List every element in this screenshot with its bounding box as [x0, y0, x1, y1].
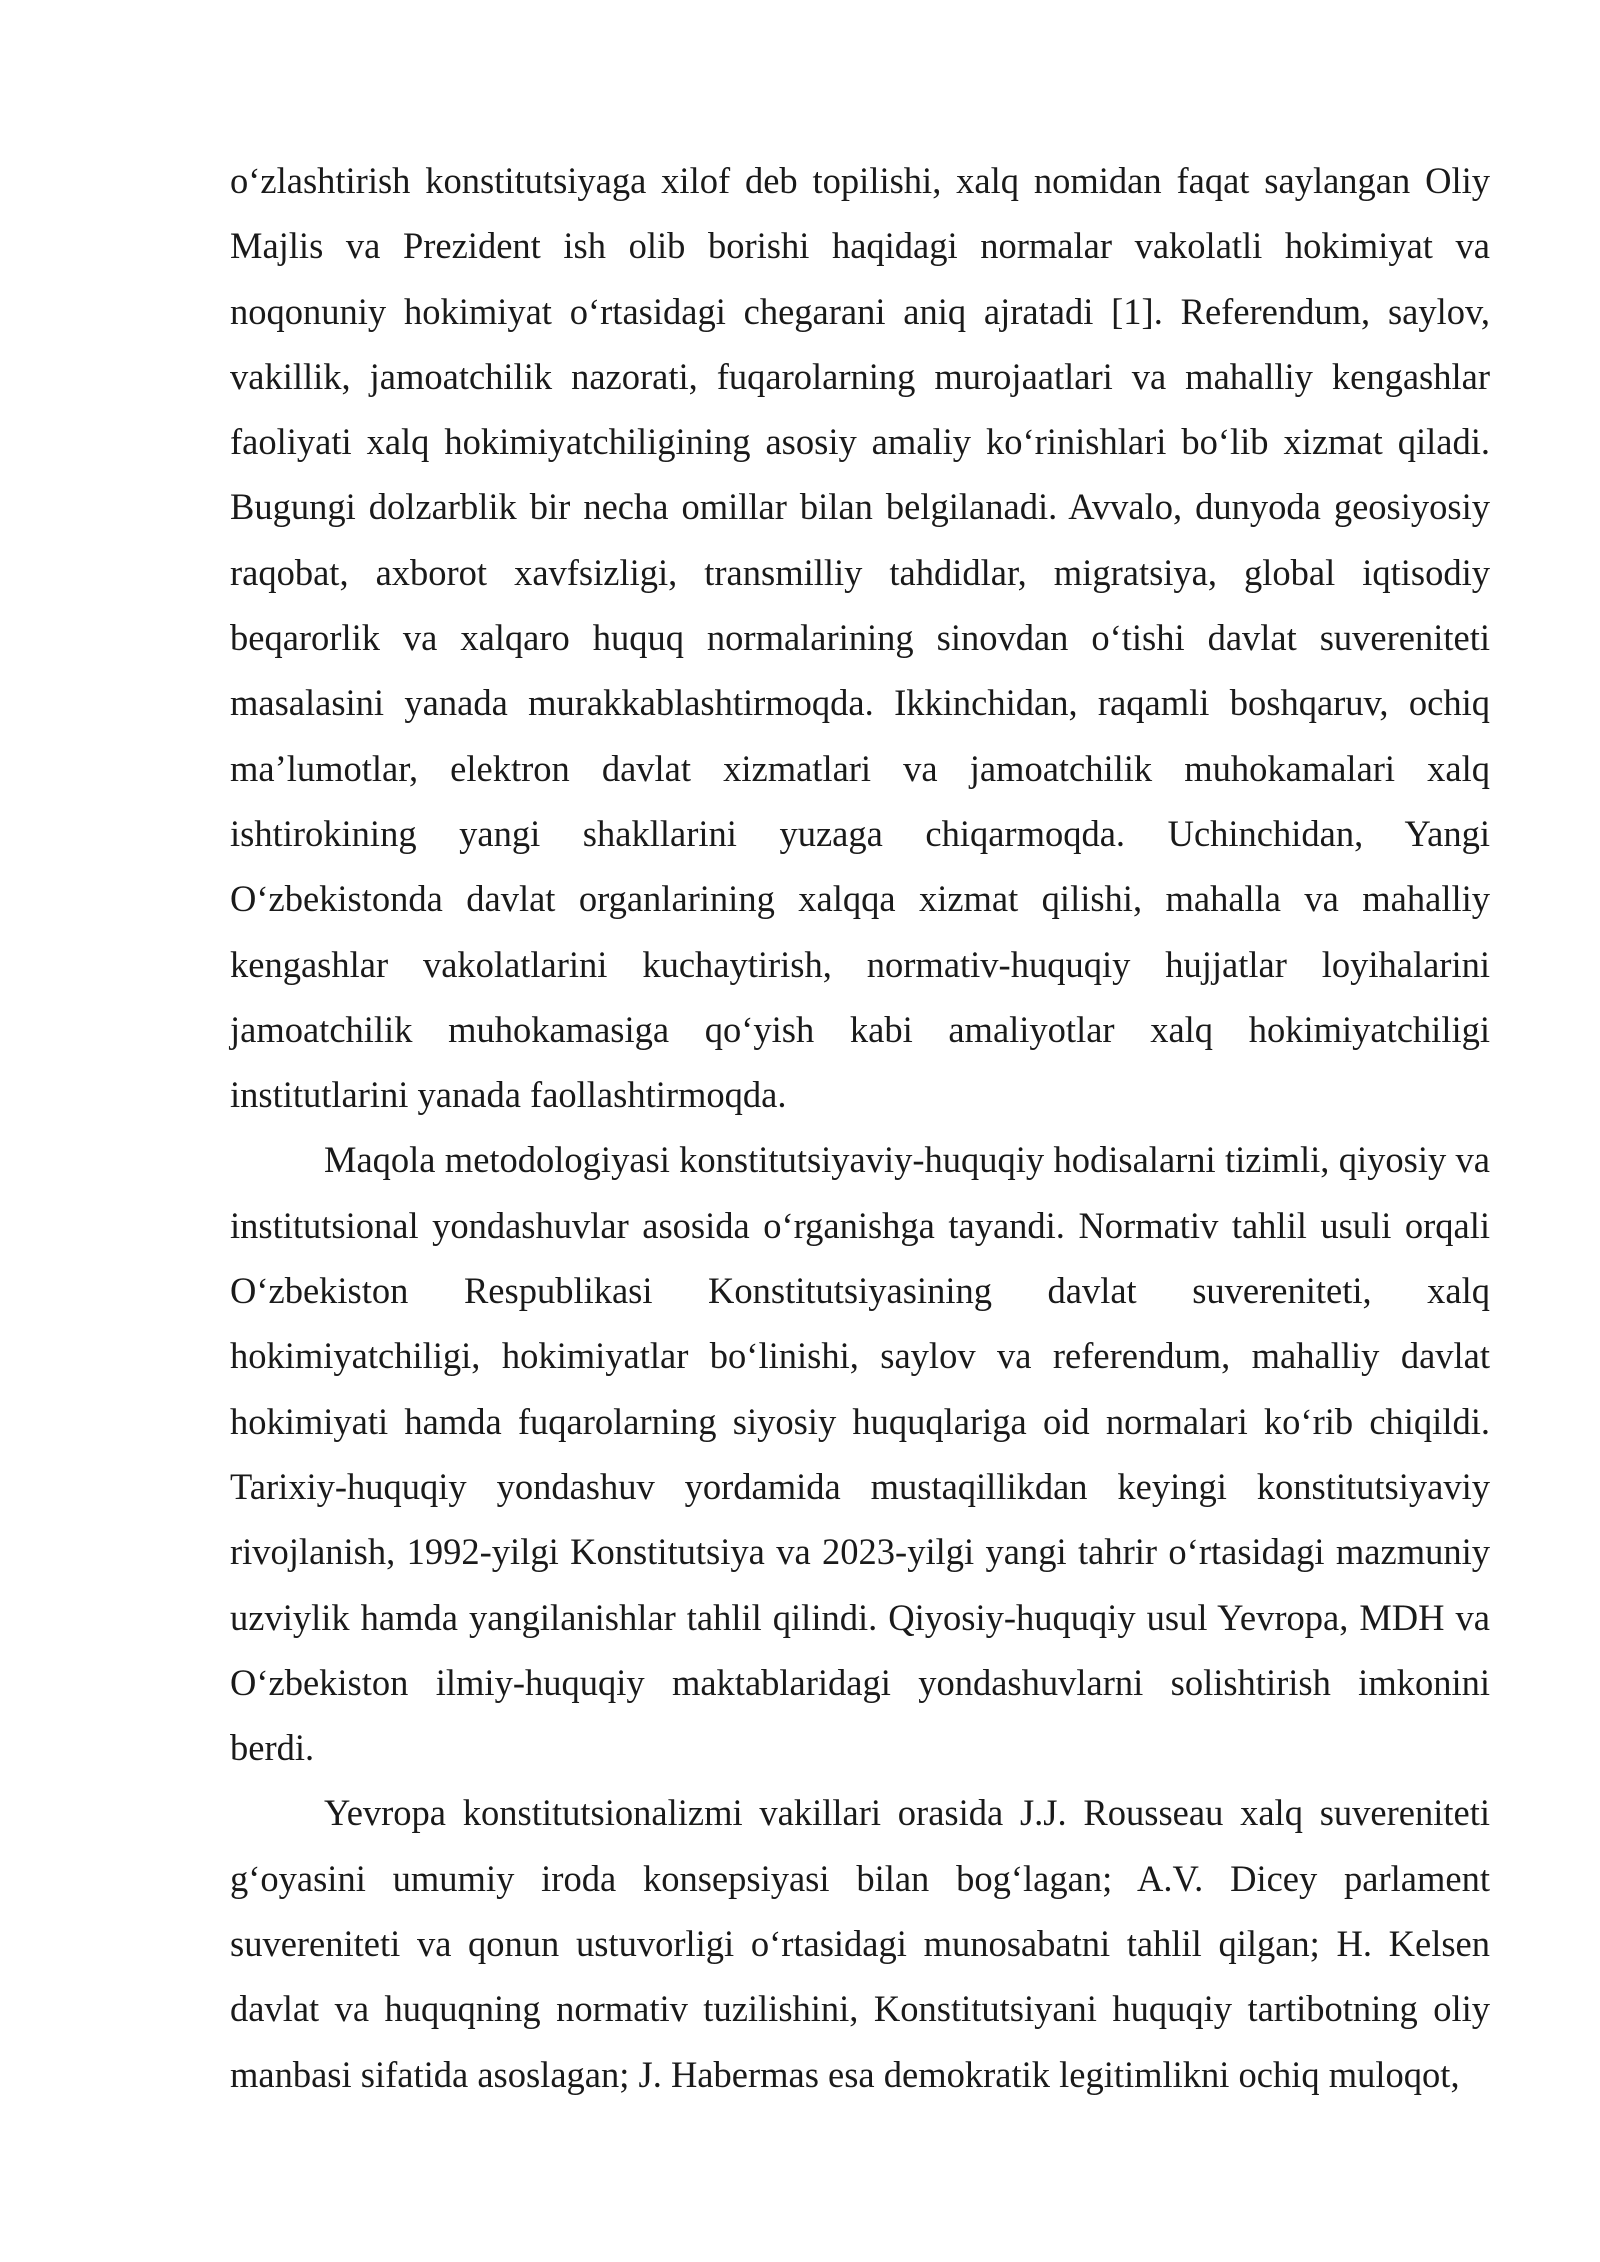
paragraph-methodology: Maqola metodologiyasi konstitutsiyaviy-huquqiy hodisalarni tizimli, qiyosiy va institutsional yondashuvlar asosida o‘rganishga tayandi. Normativ tahlil usuli orqali O‘zbekiston Respublikasi Konstitutsiyasining davlat suvereniteti, xalq hokimiyatchiligi, hokimiyatlar bo‘linishi, saylov va referendum, mahalliy davlat hokimiyati hamda fuqarolarning siyosiy huquqlariga oid normalari ko‘rib chiqildi. Tarixiy-huquqiy yondashuv yordamida mustaqillikdan keyingi konstitutsiyaviy rivojlanish, 1992-yilgi Konstitutsiya va 2023-yilgi yangi tahrir o‘rtasidagi mazmuniy uzviylik hamda yangilanishlar tahlil qilindi. Qiyosiy-huquqiy usul Yevropa, MDH va O‘zbekiston ilmiy-huquqiy maktablaridagi yondashuvlarni solishtirish imkonini berdi. [230, 1139, 1490, 1769]
paragraph-continuation: o‘zlashtirish konstitutsiyaga xilof deb topilishi, xalq nomidan faqat saylangan Oliy Majlis va Prezident ish olib borishi haqidagi normalar vakolatli hokimiyat va noqonuniy hokimiyat o‘rtasidagi chegarani aniq ajratadi [1]. Referendum, saylov, vakillik, jamoatchilik nazorati, fuqarolarning murojaatlari va mahalliy kengashlar faoliyati xalq hokimiyatchiligining asosiy amaliy ko‘rinishlari bo‘lib xizmat qiladi. Bugungi dolzarblik bir necha omillar bilan belgilanadi. Avvalo, dunyoda geosiyosiy raqobat, axborot xavfsizligi, transmilliy tahdidlar, migratsiya, global iqtisodiy beqarorlik va xalqaro huquq normalarining sinovdan o‘tishi davlat suvereniteti masalasini yanada murakkablashtirmoqda. Ikkinchidan, raqamli boshqaruv, ochiq ma’lumotlar, elektron davlat xizmatlari va jamoatchilik muhokamalari xalq ishtirokining yangi shakllarini yuzaga chiqarmoqda. Uchinchidan, Yangi O‘zbekistonda davlat organlarining xalqqa xizmat qilishi, mahalla va mahalliy kengashlar vakolatlarini kuchaytirish, normativ-huquqiy hujjatlar loyihalarini jamoatchilik muhokamasiga qo‘yish kabi amaliyotlar xalq hokimiyatchiligi institutlarini yanada faollashtirmoqda. [230, 160, 1490, 1116]
paragraph-european-constitutionalism: Yevropa konstitutsionalizmi vakillari orasida J.J. Rousseau xalq suvereniteti g‘oyasini umumiy iroda konsepsiyasi bilan bog‘lagan; A.V. Dicey parlament suvereniteti va qonun ustuvorligi o‘rtasidagi munosabatni tahlil qilgan; H. Kelsen davlat va huquqning normativ tuzilishini, Konstitutsiyani huquqiy tartibotning oliy manbasi sifatida asoslagan; J. Habermas esa demokratik legitimlikni ochiq muloqot, [230, 1792, 1490, 2095]
document-page [230, 148, 1490, 2107]
